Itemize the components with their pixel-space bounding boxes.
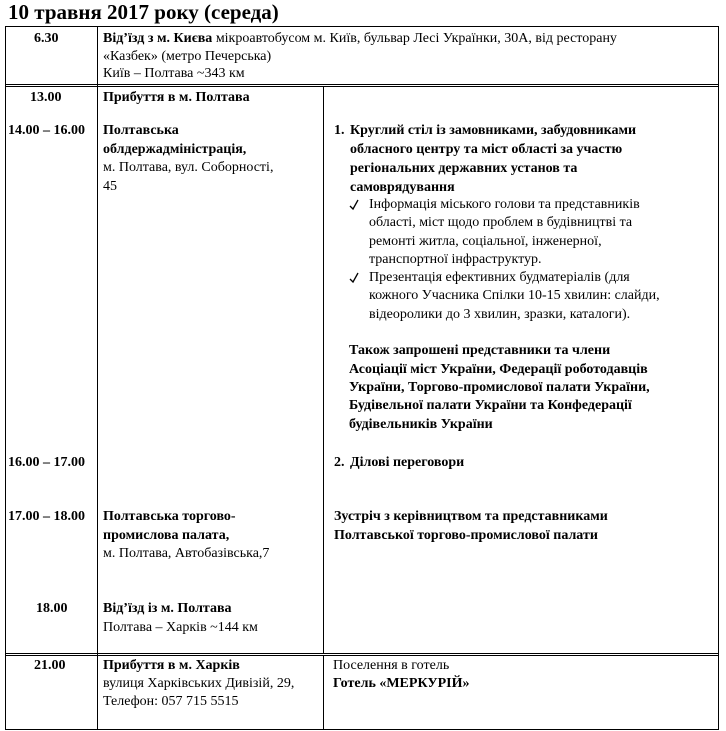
meeting-note: Полтавської торгово-промислової палати xyxy=(334,528,598,543)
page-title: 10 травня 2017 року (середа) xyxy=(8,0,279,24)
invited-note: Будівельної палати України та Конфедерації xyxy=(349,398,632,413)
venue-address: м. Полтава, Автобазівська,7 xyxy=(103,546,270,561)
agenda-item: обласного центру та міст області за участю xyxy=(350,142,623,157)
departure-kyiv xyxy=(103,30,617,48)
arrival-poltava: Прибуття в м. Полтава xyxy=(103,90,250,105)
bullet-text: Інформація міського голови та представників xyxy=(369,197,640,212)
venue-name: облдержадміністрація, xyxy=(103,142,247,157)
column-divider xyxy=(97,26,98,730)
row-divider xyxy=(5,84,719,87)
bullet-text: транспортної інфраструктур. xyxy=(369,252,542,267)
route-distance: Київ – Полтава ~343 км xyxy=(103,66,245,81)
invited-note: Також запрошені представники та члени xyxy=(349,343,611,358)
time-cell: 6.30 xyxy=(34,31,59,46)
hotel-phone: Телефон: 057 715 5515 xyxy=(103,694,239,709)
agenda-item: самоврядування xyxy=(350,180,455,195)
invited-note: Асоціації міст України, Федерації роботодавців xyxy=(349,362,648,377)
invited-note: будівельників України xyxy=(349,417,493,432)
accommodation-note: Поселення в готель xyxy=(333,658,450,673)
time-cell: 16.00 – 17.00 xyxy=(8,455,85,470)
column-divider xyxy=(323,86,324,653)
bullet-text: відеоролики до 3 хвилин, зразки, каталоги). xyxy=(369,307,631,322)
agenda-number: 2. xyxy=(334,455,345,470)
invited-note: України, Торгово-промислової палати України, xyxy=(349,380,650,395)
check-icon xyxy=(349,272,359,284)
time-cell: 21.00 xyxy=(34,658,66,673)
venue-name: Полтавська торгово- xyxy=(103,509,236,524)
agenda-item: регіональних державних установ та xyxy=(350,161,578,176)
time-cell: 17.00 – 18.00 xyxy=(8,509,85,524)
hotel-name: Готель «МЕРКУРІЙ» xyxy=(333,676,470,691)
row-divider xyxy=(5,653,719,656)
agenda-number: 1. xyxy=(334,123,345,138)
meeting-note: Зустріч з керівництвом та представниками xyxy=(334,509,608,524)
departure-label: Від’їзд з м. Києва xyxy=(103,31,213,46)
venue-name: Полтавська xyxy=(103,123,179,138)
time-cell: 18.00 xyxy=(36,601,68,616)
agenda-item: Круглий стіл із замовниками, забудовниками xyxy=(350,123,637,138)
column-divider xyxy=(323,656,324,730)
departure-landmark: «Казбек» (метро Печерська) xyxy=(103,49,272,64)
bullet-text: кожного Учасника Спілки 10-15 хвилин: слайди, xyxy=(369,288,660,303)
route-distance: Полтава – Харків ~144 км xyxy=(103,620,258,635)
time-cell: 13.00 xyxy=(30,90,62,105)
time-cell: 14.00 – 16.00 xyxy=(8,123,85,138)
venue-address: м. Полтава, вул. Соборності, xyxy=(103,160,274,175)
check-icon xyxy=(349,199,359,211)
arrival-kharkiv: Прибуття в м. Харків xyxy=(103,658,240,673)
agenda-item: Ділові переговори xyxy=(350,455,465,470)
bullet-text: ремонті житла, соціальної, інженерної, xyxy=(369,234,602,249)
departure-details: мікроавтобусом м. Київ, бульвар Лесі Українки, 30А, від ресторану xyxy=(212,31,617,46)
hotel-address: вулиця Харківських Дивізій, 29, xyxy=(103,676,295,691)
venue-name: промислова палата, xyxy=(103,528,230,543)
venue-address: 45 xyxy=(103,179,117,194)
bullet-text: Презентація ефективних будматеріалів (для xyxy=(369,270,630,285)
departure-poltava: Від’їзд із м. Полтава xyxy=(103,601,232,616)
bullet-text: області, міст щодо проблем в будівництві та xyxy=(369,215,633,230)
